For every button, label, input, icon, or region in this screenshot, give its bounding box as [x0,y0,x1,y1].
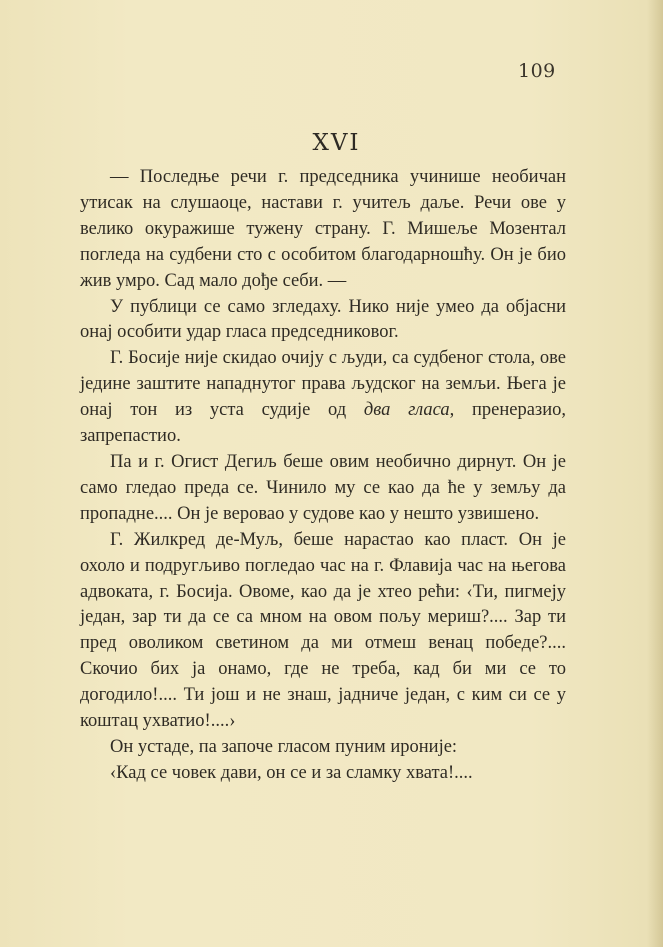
paragraph-3-end: , пренеразио, запрепастио. [80,400,567,447]
body-text [80,165,566,787]
paragraph-6: Он устаде, па започе гласом пуним ироније: [110,736,458,757]
paragraph-1: — Последње речи г. председника учинише необичан утисак на слушаоце, настави г. учитељ даље. Речи ове у велико окуражише тужену страну. Г. Мишеље Мозентал погледа на судбени сто с особитом благодарношћу. Он је био жив умро. Сад мало дође себи. — [80,167,566,291]
paragraph-4: Па и г. Огист Дегиљ беше овим необично дирнут. Он је само гледао преда се. Чинило му се као да ће у земљу да пропадне.... Он је веровао у судове као у нешто узвишено. [80,451,566,524]
paragraph-7: ‹Кад се човек дави, он се и за сламку хвата!.... [110,762,473,783]
paragraph-3 [80,346,566,450]
paragraph-5: Г. Жилкред де-Муљ, беше нарастао као пласт. Он је охоло и подругљиво погледао час на г. Флавија час на његова адвоката, г. Босија. Овоме, као да је хтео рећи: ‹Ти, пигмеју један, зар ти да се са мном на овом пољу мериш?.... Зар ти пред оволиком светином да ми отмеш венац победе?.... Скочио бих ја онамо, где не треба, кад би ми се то догодило!.... Ти још и не знаш, јадниче један, с ким си се у коштац ухватио!....› [80,529,566,732]
page-number: 109 [518,60,556,82]
paragraph-3-start: Г. Босије није скидао очију с људи, са судбеног стола, ове једине заштите нападнутог права људског на земљи. Њега је онај тон из уста судије од [80,348,566,421]
paragraph-3-italic: два гласа [363,400,450,421]
chapter-heading: XVI [312,130,361,156]
paragraph-2: У публици се само згледаху. Нико није умео да објасни онај особити удар гласа председниковог. [80,296,566,343]
